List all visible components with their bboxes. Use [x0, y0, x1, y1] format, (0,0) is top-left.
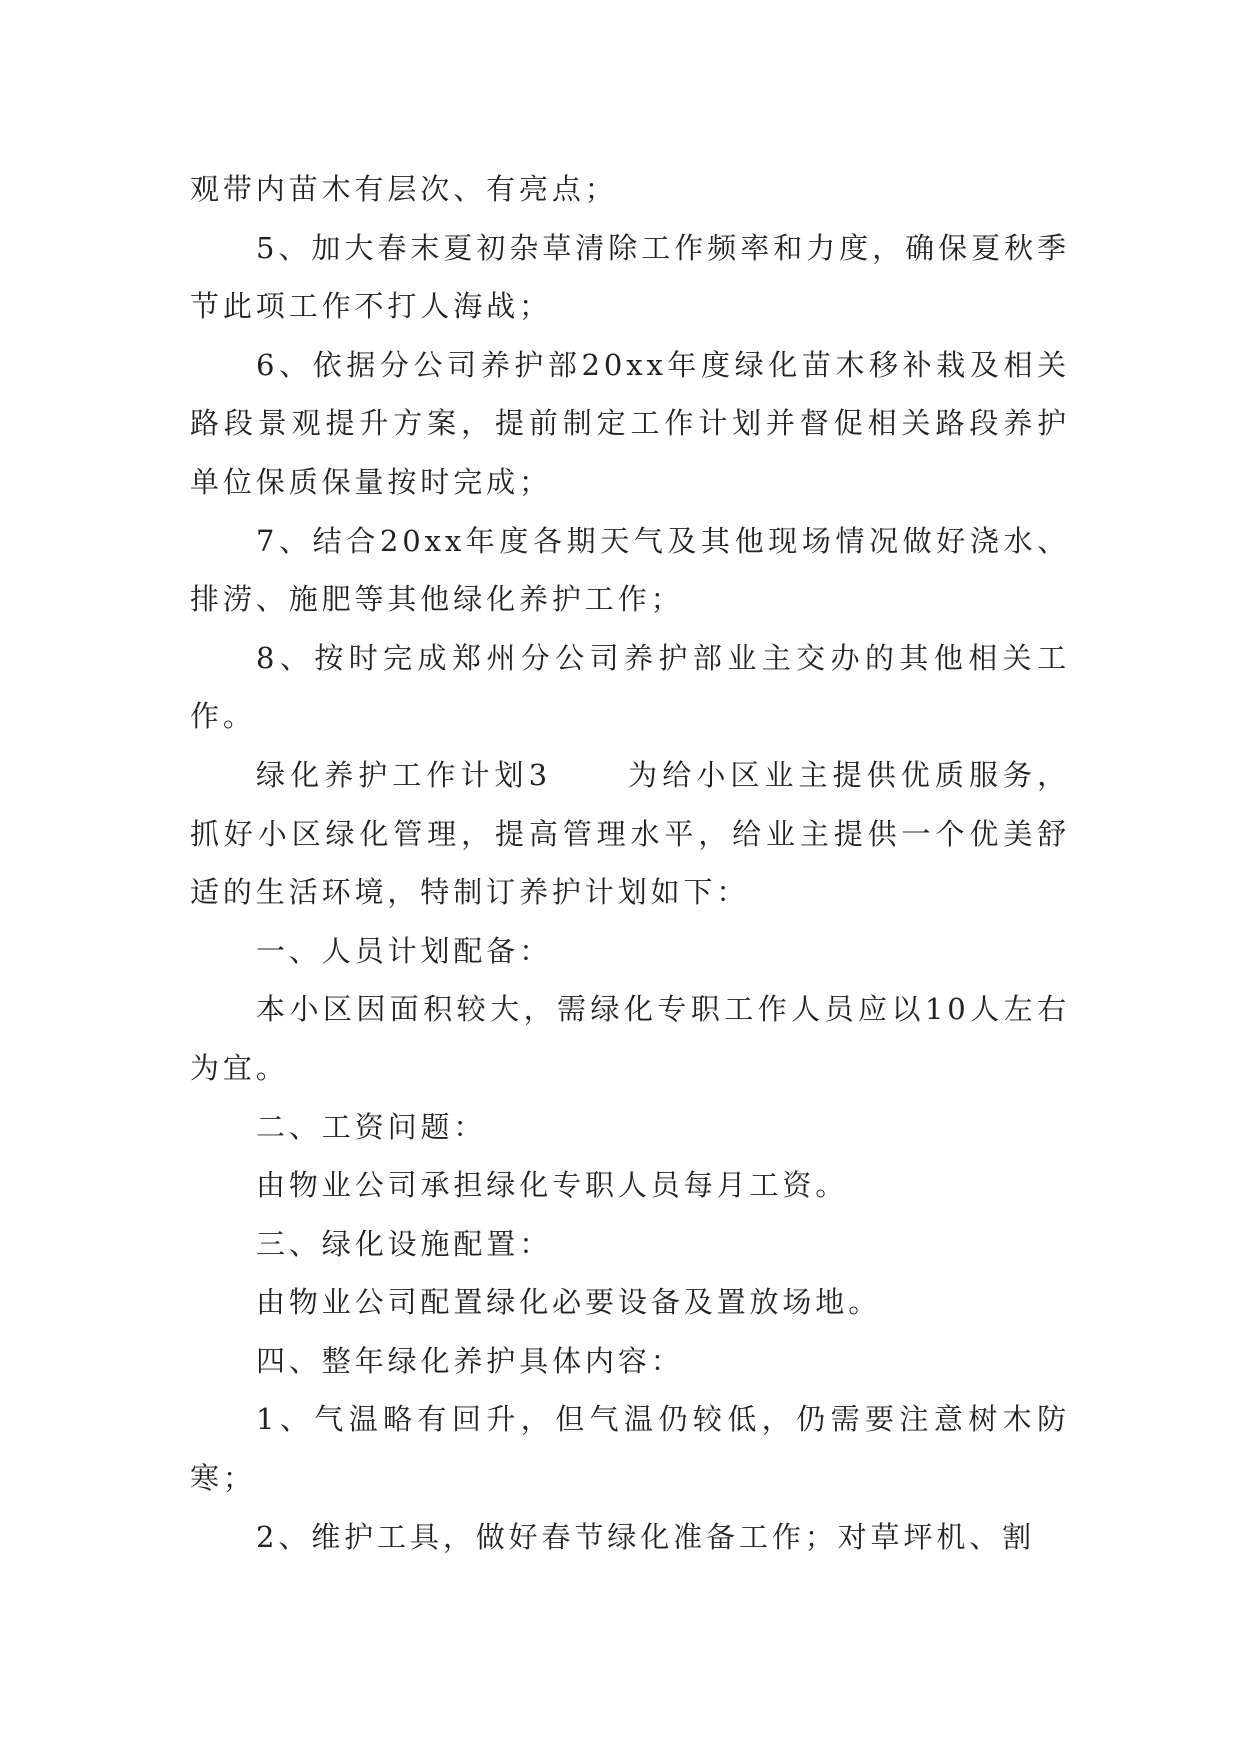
section-heading: 绿化养护工作计划3: [256, 757, 551, 792]
heading-facilities: 三、绿化设施配置：: [256, 1226, 553, 1261]
paragraph-item-7: 7、结合20xx年度各期天气及其他现场情况做好浇水、排涝、施肥等其他绿化养护工作；: [190, 523, 1070, 617]
paragraph-wages: 由物业公司承担绿化专职人员每月工资。: [256, 1168, 849, 1203]
paragraph-facilities: 由物业公司配置绿化必要设备及置放场地。: [256, 1285, 882, 1320]
paragraph-item-5: 5、加大春末夏初杂草清除工作频率和力度，确保夏秋季节此项工作不打人海战；: [190, 230, 1070, 324]
heading-personnel: 一、人员计划配备：: [256, 933, 553, 968]
paragraph-1: 观带内苗木有层次、有亮点；: [190, 172, 618, 206]
paragraph-maintenance-1: 1、气温略有回升，但气温仍较低，仍需要注意树木防寒；: [190, 1402, 1070, 1496]
paragraph-maintenance-2: 2、维护工具，做好春节绿化准备工作；对草坪机、割: [256, 1519, 1036, 1554]
paragraph-item-8: 8、按时完成郑州分公司养护部业主交办的其他相关工作。: [190, 640, 1070, 734]
paragraph-personnel: 本小区因面积较大，需绿化专职工作人员应以10人左右为宜。: [190, 992, 1070, 1085]
heading-maintenance: 四、整年绿化养护具体内容：: [256, 1343, 684, 1378]
section-intro: 为给小区业主提供优质服务，抓好小区绿化管理，提高管理水平，给业主提供一个优美舒适的生活环境，特制订养护计划如下：: [190, 757, 1070, 910]
section-paragraph: [190, 746, 1070, 922]
paragraph-item-6: 6、依据分公司养护部20xx年度绿化苗木移补栽及相关路段景观提升方案，提前制定工作计划并督促相关路段养护单位保质保量按时完成；: [190, 347, 1070, 499]
heading-wages: 二、工资问题：: [256, 1109, 487, 1144]
document-body: [190, 160, 1070, 1566]
